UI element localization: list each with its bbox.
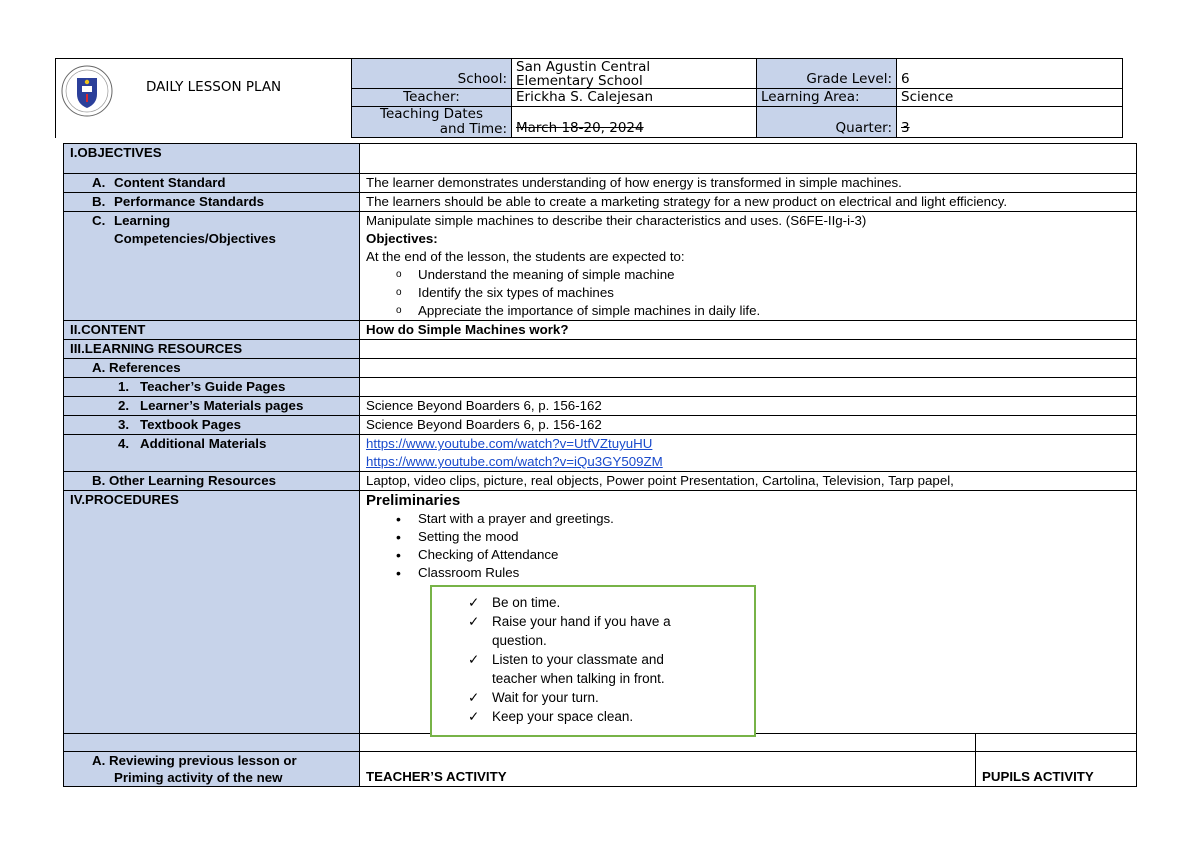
list-item: • Classroom Rules — [396, 565, 520, 581]
check-icon: ✓ — [468, 595, 480, 610]
objectives-blank — [360, 144, 1137, 174]
competency-code: Manipulate simple machines to describe their characteristics and uses. (S6FE-IIg-i-3) — [366, 213, 867, 228]
list-item: ✓ Be on time. — [468, 595, 561, 610]
list-item: o Identify the six types of machines — [396, 285, 614, 300]
grade-level-value: 6 — [897, 59, 1123, 89]
youtube-link-1[interactable]: https://www.youtube.com/watch?v=UtfVZtuyuHU — [366, 436, 653, 451]
quarter-label: Quarter: — [757, 107, 897, 138]
list-item: ✓ Raise your hand if you have a question. — [468, 614, 671, 648]
deped-seal-icon — [60, 64, 114, 118]
performance-standards-label: B. Performance Standards — [64, 193, 360, 212]
school-label: School: — [352, 59, 512, 89]
learners-materials-value: Science Beyond Boarders 6, p. 156-162 — [360, 397, 1137, 416]
competencies-value — [360, 212, 1137, 321]
teacher-value: Erickha S. Calejesan — [512, 89, 757, 107]
rules-list — [432, 593, 754, 726]
objectives-subheading: Objectives: — [366, 231, 438, 246]
teachers-guide-value — [360, 378, 1137, 397]
doc-title: DAILY LESSON PLAN — [146, 79, 282, 95]
list-item: • Start with a prayer and greetings. — [396, 511, 614, 527]
list-item: ✓ Keep your space clean. — [468, 709, 634, 724]
learners-materials-label: 2. Learner’s Materials pages — [64, 397, 360, 416]
bullet-icon: • — [396, 565, 401, 581]
list-item: • Setting the mood — [396, 529, 519, 545]
teaching-dates-label: Teaching Dates and Time: — [352, 107, 512, 138]
youtube-link-2[interactable]: https://www.youtube.com/watch?v=iQu3GY509ZM — [366, 454, 663, 469]
bullet-icon: o — [396, 305, 402, 316]
list-item: ✓ Listen to your classmate and teacher when talking in front. — [468, 652, 665, 686]
quarter-value: 3 — [897, 107, 1123, 138]
header-table — [55, 58, 1123, 138]
content-standard-value: The learner demonstrates understanding of how energy is transformed in simple machines. — [360, 174, 1137, 193]
competencies-label: C. Learning Competencies/Objectives — [64, 212, 360, 321]
references-label: A. References — [64, 359, 360, 378]
additional-materials-label: 4. Additional Materials — [64, 435, 360, 472]
objectives-list — [366, 266, 1130, 320]
reviewing-label: A. Reviewing previous lesson or Priming activity of the new — [64, 752, 360, 787]
resources-heading: III.LEARNING RESOURCES — [64, 340, 360, 359]
classroom-rules-box — [430, 585, 756, 737]
list-item: ✓ Wait for your turn. — [468, 690, 599, 705]
list-item: o Appreciate the importance of simple machines in daily life. — [396, 303, 761, 318]
preliminaries-list — [366, 510, 1130, 582]
content-value: How do Simple Machines work? — [360, 321, 1137, 340]
performance-standards-value: The learners should be able to create a marketing strategy for a new product on electrical and light efficiency. — [360, 193, 1137, 212]
objectives-heading: I.OBJECTIVES — [64, 144, 360, 174]
procedures-heading: IV.PROCEDURES — [64, 491, 360, 734]
check-icon: ✓ — [468, 690, 480, 705]
title-cell — [56, 59, 352, 138]
list-item: • Checking of Attendance — [396, 547, 559, 563]
pupils-activity-header: PUPILS ACTIVITY — [976, 752, 1137, 787]
list-item: o Understand the meaning of simple machine — [396, 267, 675, 282]
check-icon: ✓ — [468, 614, 480, 629]
objectives-intro: At the end of the lesson, the students are expected to: — [366, 249, 685, 264]
bullet-icon: o — [396, 269, 402, 280]
grade-level-label: Grade Level: — [757, 59, 897, 89]
bullet-icon: o — [396, 287, 402, 298]
content-standard-label: A. Content Standard — [64, 174, 360, 193]
check-icon: ✓ — [468, 709, 480, 724]
other-resources-label: B. Other Learning Resources — [64, 472, 360, 491]
bullet-icon: • — [396, 511, 401, 527]
textbook-pages-label: 3. Textbook Pages — [64, 416, 360, 435]
learning-area-value: Science — [897, 89, 1123, 107]
content-heading: II.CONTENT — [64, 321, 360, 340]
bullet-icon: • — [396, 529, 401, 545]
school-value: San Agustin Central Elementary School — [512, 59, 757, 89]
additional-materials-value — [360, 435, 1137, 472]
other-resources-value: Laptop, video clips, picture, real objects, Power point Presentation, Cartolina, Television, Tarp papel, — [360, 472, 1137, 491]
preliminaries-heading: Preliminaries — [366, 492, 461, 509]
check-icon: ✓ — [468, 652, 480, 667]
learning-area-label: Learning Area: — [757, 89, 897, 107]
bullet-icon: • — [396, 547, 401, 563]
teacher-label: Teacher: — [352, 89, 512, 107]
teaching-dates-value: March 18-20, 2024 — [512, 107, 757, 138]
teachers-guide-label: 1. Teacher’s Guide Pages — [64, 378, 360, 397]
textbook-pages-value: Science Beyond Boarders 6, p. 156-162 — [360, 416, 1137, 435]
teachers-activity-header: TEACHER’S ACTIVITY — [360, 752, 976, 787]
